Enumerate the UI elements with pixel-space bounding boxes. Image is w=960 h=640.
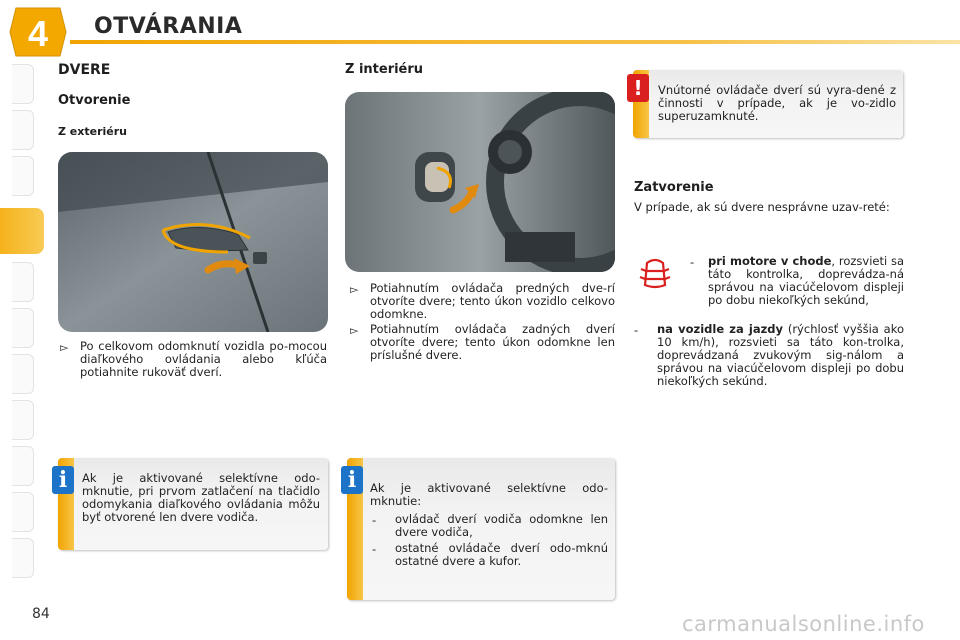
interior-heading: Z interiéru <box>345 62 424 77</box>
warning-icon: ! <box>627 74 649 102</box>
watermark: carmanualsonline.info <box>682 612 925 636</box>
bullet-icon: ▻ <box>350 283 359 296</box>
bullet-icon: ▻ <box>60 341 69 354</box>
chapter-tab[interactable] <box>12 64 34 104</box>
chapter-tab[interactable] <box>12 400 34 440</box>
chapter-tabs <box>0 62 46 582</box>
info-selective-item-driver: ovládač dverí vodiča odomkne len dvere vodiča, <box>395 512 608 539</box>
door-open-warning-icon <box>637 257 673 291</box>
chapter-tab[interactable] <box>12 538 34 578</box>
closing-item-engine-rest: , rozsvieti sa táto kontrolka, doprevádza-ná správou na viacúčelovom displeji po dobu niekoľkých sekúnd, <box>708 254 904 307</box>
closing-heading: Zatvorenie <box>634 180 714 195</box>
chapter-tab[interactable] <box>12 492 34 532</box>
chapter-tab[interactable] <box>12 446 34 486</box>
list-dash: - <box>634 323 639 337</box>
chapter-tab[interactable] <box>12 110 34 150</box>
section-heading: DVERE <box>58 62 111 78</box>
closing-item-engine-bold: pri motore v chode <box>708 254 832 268</box>
info-selective-intro: Ak je aktivované selektívne odo-mknutie: <box>370 481 608 508</box>
exterior-door-handle-image <box>58 152 328 332</box>
closing-item-driving <box>657 323 904 388</box>
info-icon: i <box>52 466 74 494</box>
closing-item-driving-bold: na vozidle za jazdy <box>657 322 784 336</box>
chapter-title: OTVÁRANIA <box>94 14 243 39</box>
interior-door-handle-image <box>345 92 615 272</box>
list-dash: - <box>690 255 695 269</box>
subsection-heading: Otvorenie <box>58 93 131 108</box>
exterior-heading: Z exteriéru <box>58 125 127 138</box>
chapter-tab[interactable] <box>12 308 34 348</box>
chapter-tab[interactable] <box>12 156 34 196</box>
info-remote-text: Ak je aktivované selektívne odo-mknutie, pri prvom zatlačení na tlačidlo odomykania diaľkového ovládania môžu byť otvorené len dvere vodiča. <box>82 471 320 524</box>
info-icon: i <box>341 466 363 494</box>
header-rule <box>70 40 960 44</box>
interior-rear-text: Potiahnutím ovládača zadných dverí otvoríte dvere; tento úkon odomkne len príslušné dvere. <box>370 322 615 362</box>
interior-front-text: Potiahnutím ovládača predných dve-rí otvoríte dvere; tento úkon vozidlo celkovo odomkne. <box>370 281 615 321</box>
closing-item-engine <box>708 255 904 307</box>
list-dash: - <box>372 542 377 556</box>
closing-item-driving-rest: (rýchlosť vyššia ako 10 km/h), rozsvieti sa táto kon-trolka, doprevádzaná zvukovým sig-nálom a správou na viacúčelovom displeji po dobu niekoľkých sekúnd. <box>657 322 905 388</box>
chapter-tab[interactable] <box>12 354 34 394</box>
closing-intro: V prípade, ak sú dvere nesprávne uzav-reté: <box>634 200 890 214</box>
warning-text: Vnútorné ovládače dverí sú vyra-dené z činnosti v prípade, ak je vo-zidlo superuzamknuté. <box>658 83 896 123</box>
chapter-badge <box>8 6 68 58</box>
list-dash: - <box>372 513 377 527</box>
chapter-number: 4 <box>27 13 49 54</box>
exterior-text: Po celkovom odomknutí vozidla po-mocou diaľkového ovládania alebo kľúča potiahnite rukoväť dverí. <box>80 339 327 379</box>
page-number: 84 <box>32 606 50 622</box>
chapter-tab-active[interactable] <box>0 208 44 254</box>
chapter-tab[interactable] <box>12 262 34 302</box>
bullet-icon: ▻ <box>350 324 359 337</box>
info-selective-item-others: ostatné ovládače dverí odo-mknú ostatné dvere a kufor. <box>395 541 608 568</box>
